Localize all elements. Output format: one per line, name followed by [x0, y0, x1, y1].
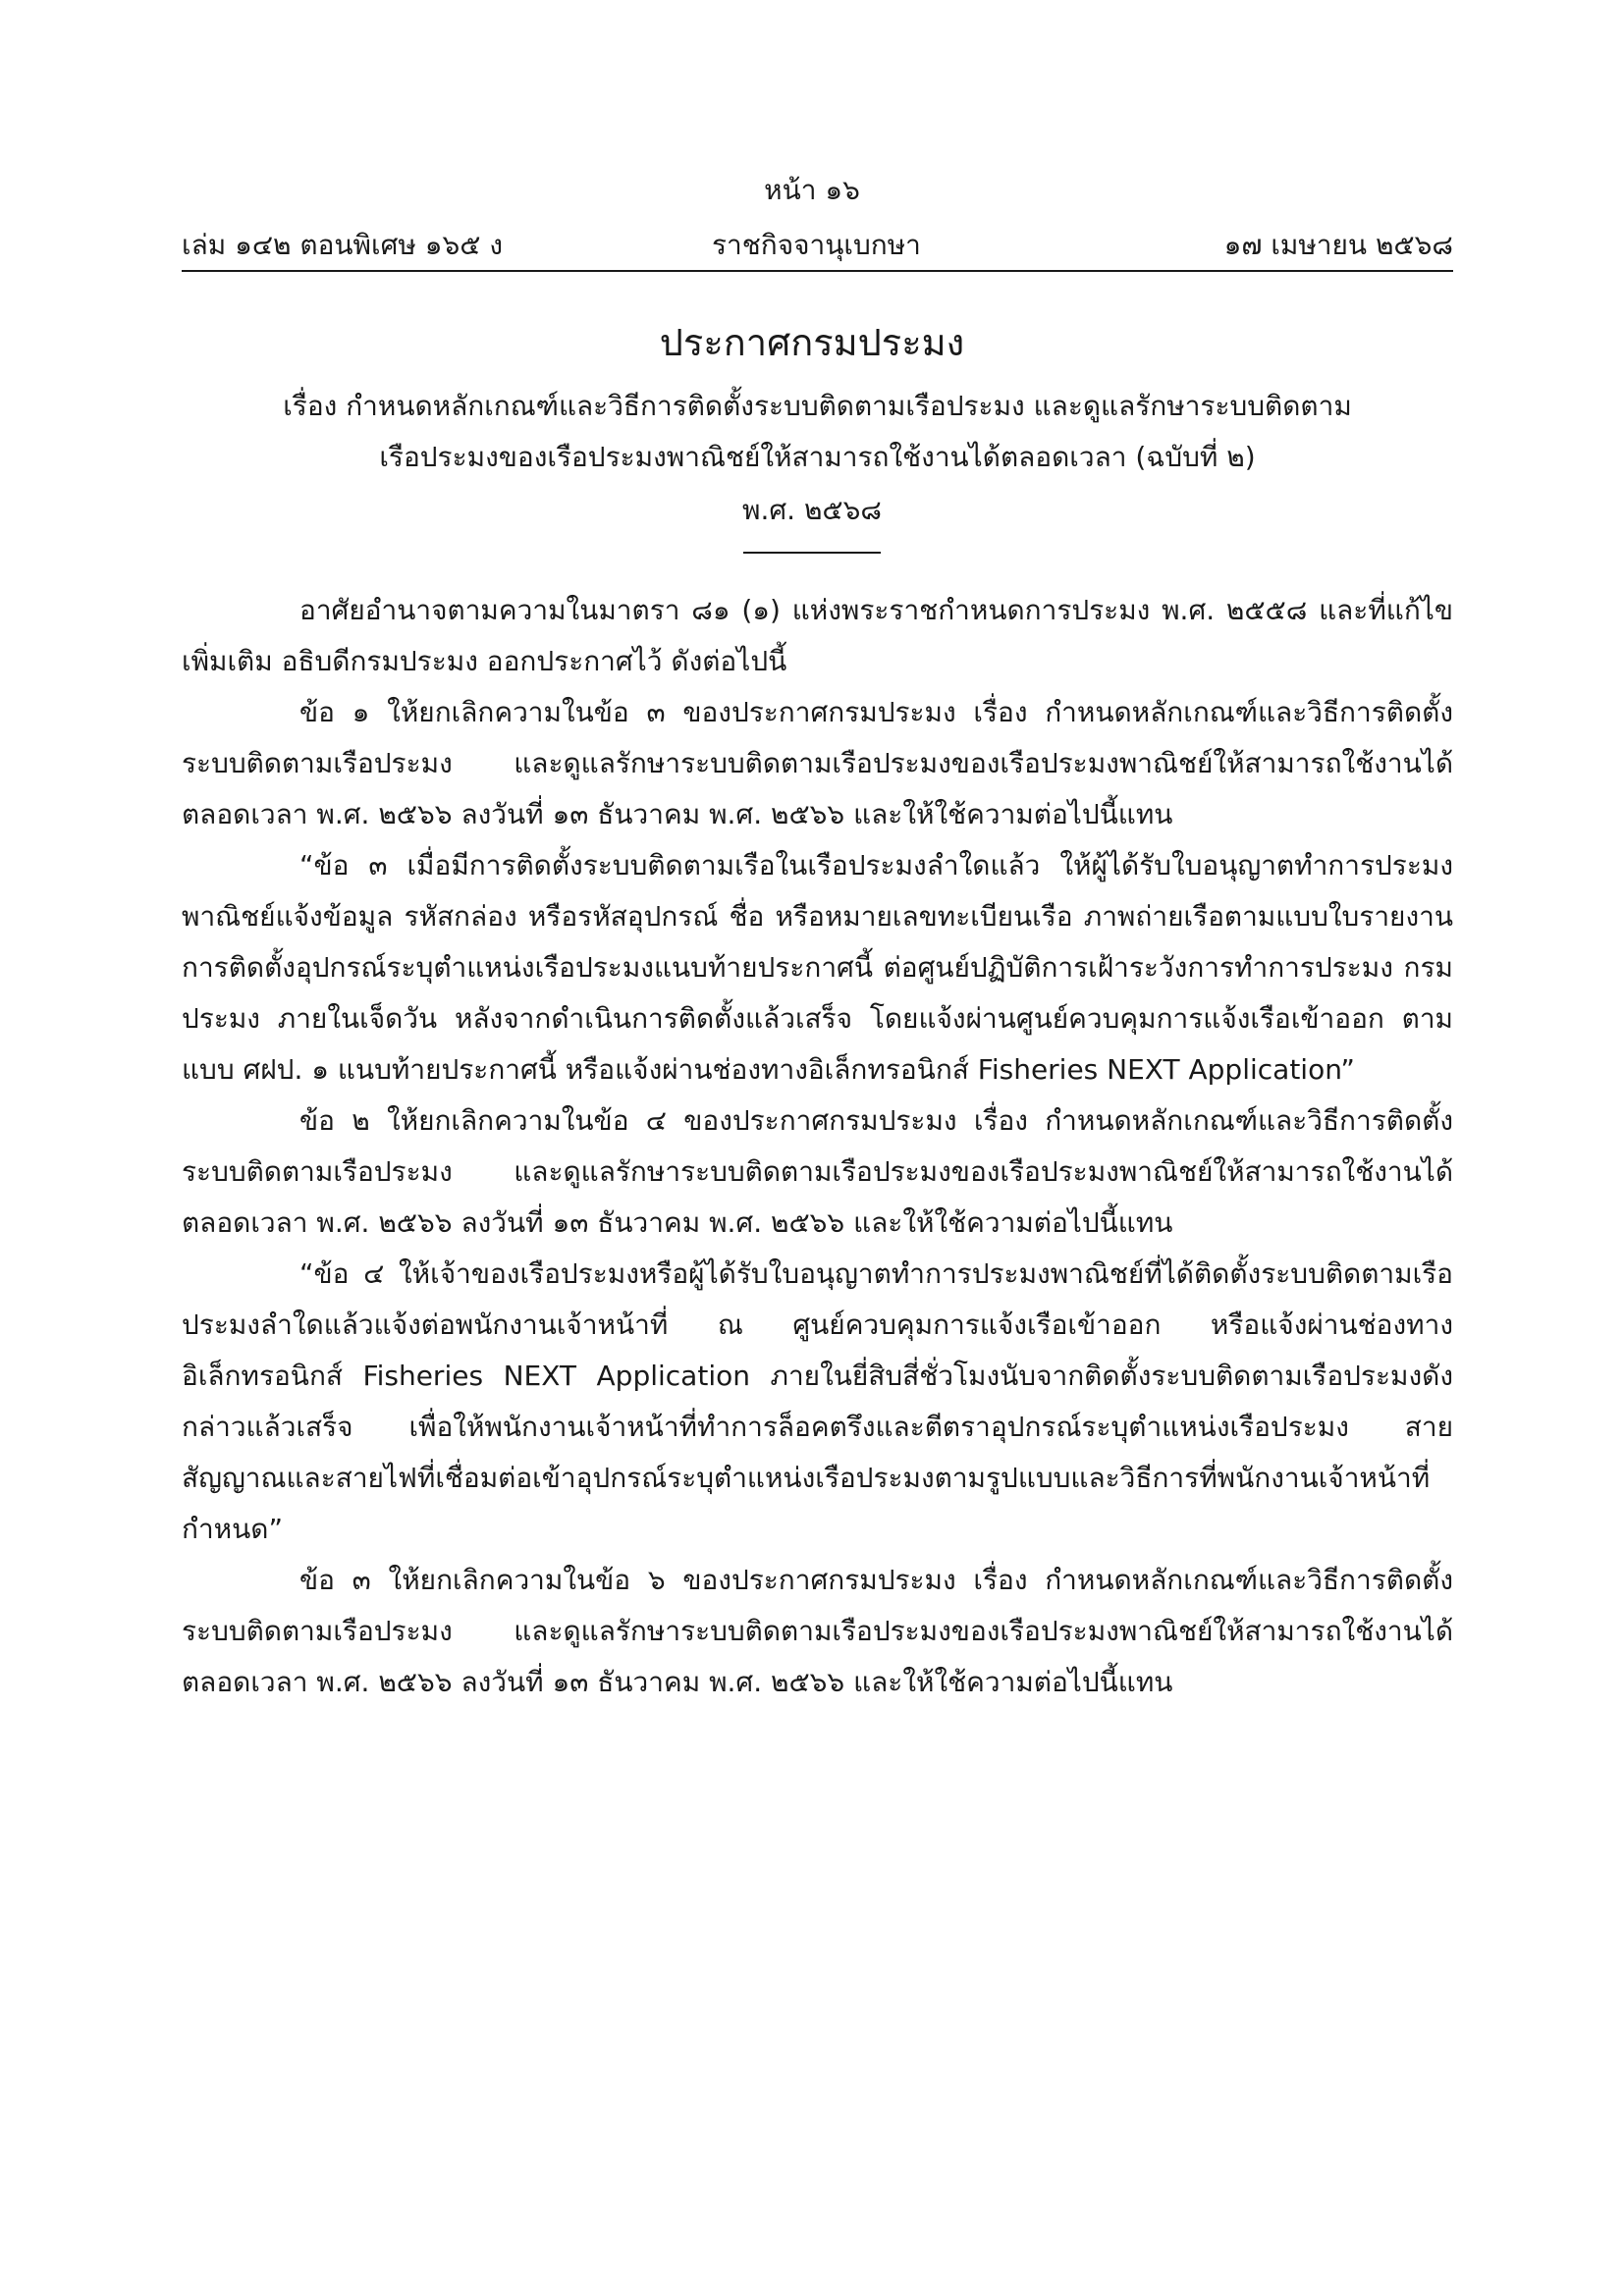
gazette-name: ราชกิจจานุเบกษา: [712, 229, 921, 261]
page-number: หน้า ๑๖: [764, 174, 860, 206]
title-divider: [743, 552, 881, 554]
clause-4-amended-text: “ข้อ ๔ ให้เจ้าของเรือประมงหรือผู้ได้รับใบอนุญาตทำการประมงพาณิชย์ที่ได้ติดตั้งระบบติดตามเรือประมงลำใดแล้วแจ้งต่อพนักงานเจ้าหน้าที่ ณ ศูนย์ควบคุมการแจ้งเรือเข้าออก หรือแจ้งผ่านช่องทางอิเล็กทรอนิกส์ Fisheries NEXT Application ภายในยี่สิบสี่ชั่วโมงนับจากติดตั้งระบบติดตามเรือประมงดังกล่าวแล้วเสร็จ เพื่อให้พนักงานเจ้าหน้าที่ทำการล็อคตรึงและตีตราอุปกรณ์ระบุตำแหน่งเรือประมง สายสัญญาณและสายไฟที่เชื่อมต่อเข้าอุปกรณ์ระบุตำแหน่งเรือประมงตามรูปแบบและวิธีการที่พนักงานเจ้าหน้าที่กำหนด”: [182, 1257, 1453, 1545]
preamble-paragraph: อาศัยอำนาจตามความในมาตรา ๘๑ (๑) แห่งพระราชกำหนดการประมง พ.ศ. ๒๕๕๘ และที่แก้ไขเพิ่มเติม อธิบดีกรมประมง ออกประกาศไว้ ดังต่อไปนี้: [182, 594, 1453, 677]
clause-3-paragraph: ข้อ ๓ ให้ยกเลิกความในข้อ ๖ ของประกาศกรมประมง เรื่อง กำหนดหลักเกณฑ์และวิธีการติดตั้งระบบติดตามเรือประมง และดูแลรักษาระบบติดตามเรือประมงของเรือประมงพาณิชย์ให้สามารถใช้งานได้ตลอดเวลา พ.ศ. ๒๕๖๖ ลงวันที่ ๑๓ ธันวาคม พ.ศ. ๒๕๖๖ และให้ใช้ความต่อไปนี้แทน: [182, 1564, 1453, 1698]
announcement-subject: [182, 381, 1453, 483]
header-divider: [182, 270, 1453, 272]
announcement-title: ประกาศกรมประมง: [659, 321, 965, 364]
publication-date: ๑๗ เมษายน ๒๕๖๘: [1223, 229, 1453, 261]
subject-line-1: เรื่อง กำหนดหลักเกณฑ์และวิธีการติดตั้งระบบติดตามเรือประมง และดูแลรักษาระบบติดตาม: [283, 390, 1352, 422]
clause-2-paragraph: ข้อ ๒ ให้ยกเลิกความในข้อ ๔ ของประกาศกรมประมง เรื่อง กำหนดหลักเกณฑ์และวิธีการติดตั้งระบบติดตามเรือประมง และดูแลรักษาระบบติดตามเรือประมงของเรือประมงพาณิชย์ให้สามารถใช้งานได้ตลอดเวลา พ.ศ. ๒๕๖๖ ลงวันที่ ๑๓ ธันวาคม พ.ศ. ๒๕๖๖ และให้ใช้ความต่อไปนี้แทน: [182, 1104, 1453, 1239]
clause-1-paragraph: ข้อ ๑ ให้ยกเลิกความในข้อ ๓ ของประกาศกรมประมง เรื่อง กำหนดหลักเกณฑ์และวิธีการติดตั้งระบบติดตามเรือประมง และดูแลรักษาระบบติดตามเรือประมงของเรือประมงพาณิชย์ให้สามารถใช้งานได้ตลอดเวลา พ.ศ. ๒๕๖๖ ลงวันที่ ๑๓ ธันวาคม พ.ศ. ๒๕๖๖ และให้ใช้ความต่อไปนี้แทน: [182, 696, 1453, 830]
clause-3-amended-text: “ข้อ ๓ เมื่อมีการติดตั้งระบบติดตามเรือในเรือประมงลำใดแล้ว ให้ผู้ได้รับใบอนุญาตทำการประมงพาณิชย์แจ้งข้อมูล รหัสกล่อง หรือรหัสอุปกรณ์ ชื่อ หรือหมายเลขทะเบียนเรือ ภาพถ่ายเรือตามแบบใบรายงานการติดตั้งอุปกรณ์ระบุตำแหน่งเรือประมงแนบท้ายประกาศนี้ ต่อศูนย์ปฏิบัติการเฝ้าระวังการทำการประมง กรมประมง ภายในเจ็ดวัน หลังจากดำเนินการติดตั้งแล้วเสร็จ โดยแจ้งผ่านศูนย์ควบคุมการแจ้งเรือเข้าออก ตามแบบ ศฝป. ๑ แนบท้ายประกาศนี้ หรือแจ้งผ่านช่องทางอิเล็กทรอนิกส์ Fisheries NEXT Application”: [182, 849, 1453, 1086]
volume-issue: เล่ม ๑๔๒ ตอนพิเศษ ๑๖๕ ง: [182, 229, 504, 261]
announcement-year: พ.ศ. ๒๕๖๘: [742, 494, 882, 526]
subject-line-2: เรือประมงของเรือประมงพาณิชย์ให้สามารถใช้งานได้ตลอดเวลา (ฉบับที่ ๒): [379, 441, 1256, 473]
document-body: [182, 585, 1453, 1708]
gazette-header: [182, 224, 1453, 263]
